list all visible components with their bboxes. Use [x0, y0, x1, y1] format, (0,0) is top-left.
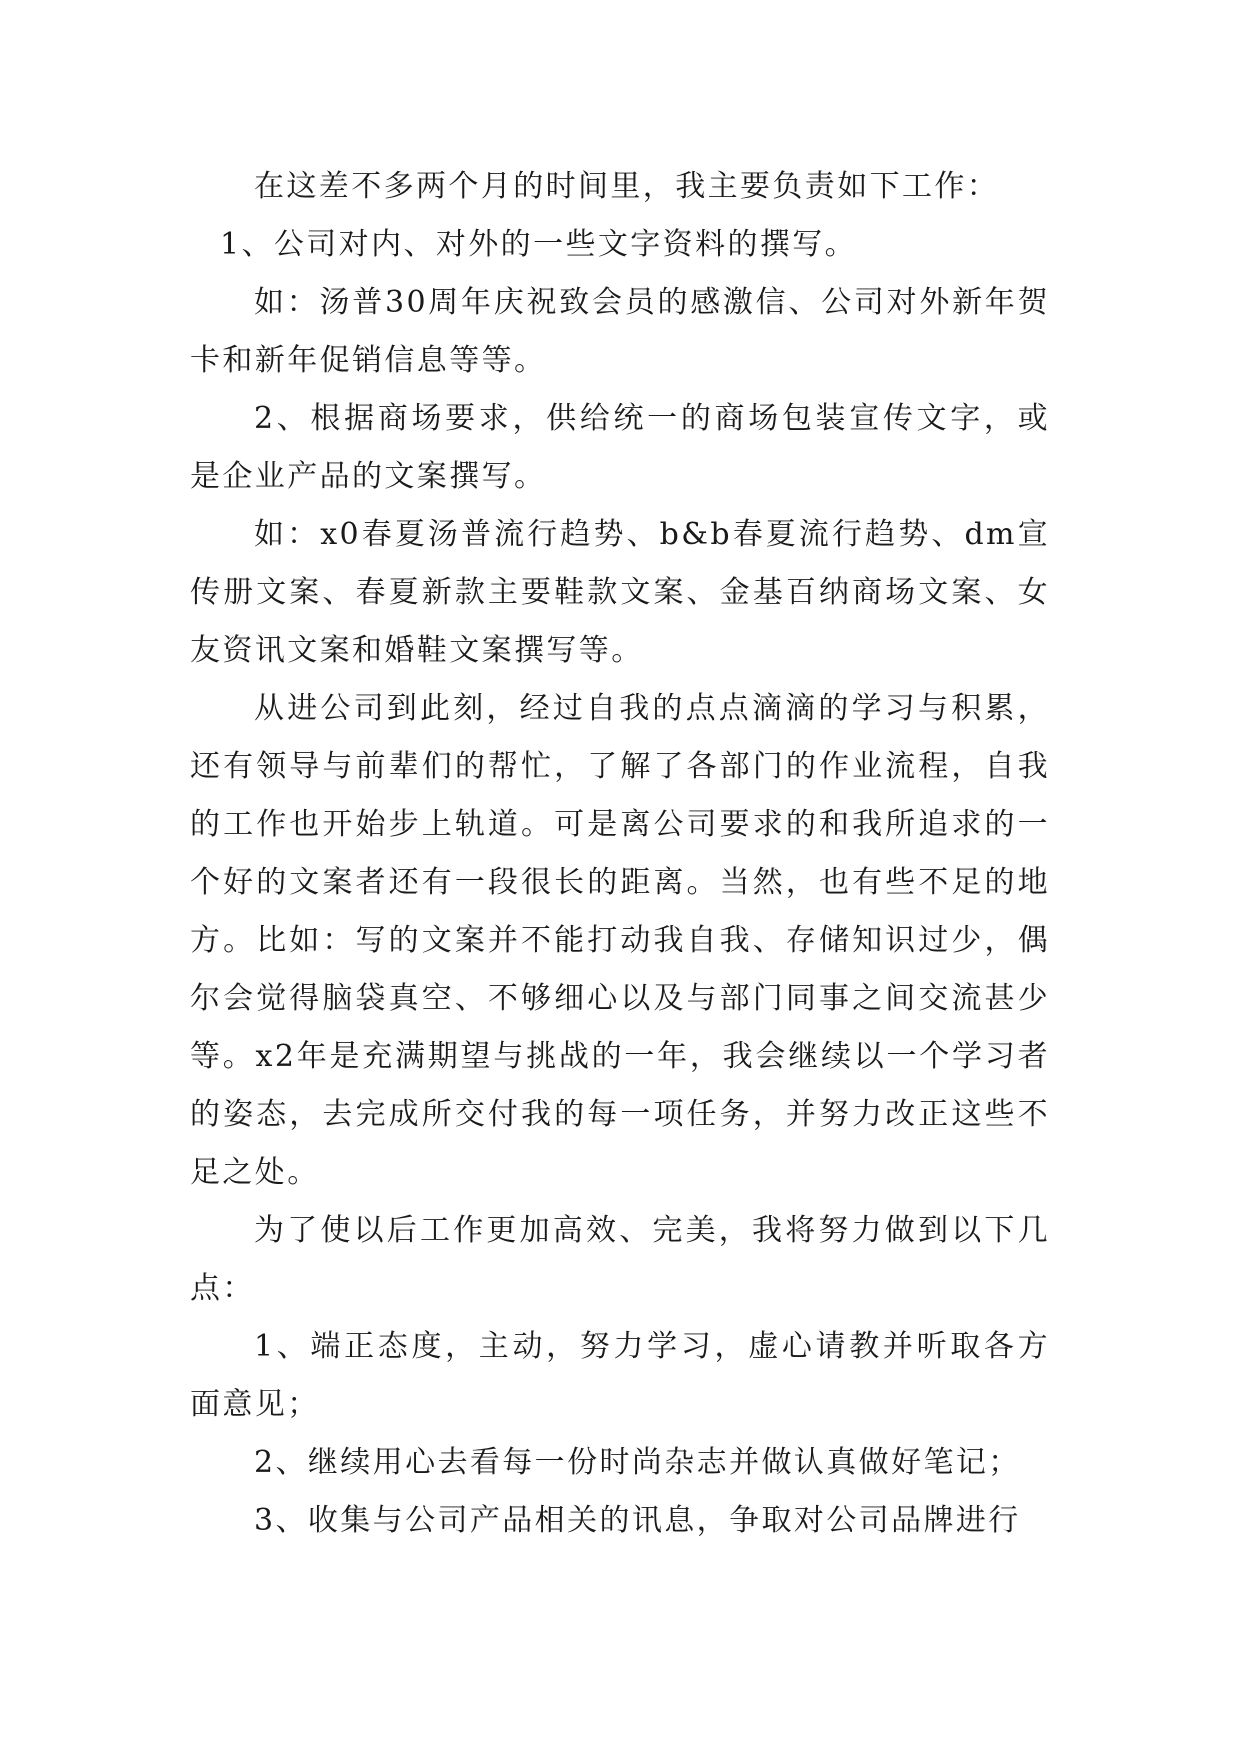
- paragraph-plan-1: 1、端正态度，主动，努力学习，虚心请教并听取各方面意见；: [190, 1329, 1050, 1422]
- paragraph-reflection: 从进公司到此刻，经过自我的点点滴滴的学习与积累，还有领导与前辈们的帮忙，了解了各部门的作业流程，自我的工作也开始步上轨道。可是离公司要求的和我所追求的一个好的文案者还有一段很长的距离。当然，也有些不足的地方。比如：写的文案并不能打动我自我、存储知识过少，偶尔会觉得脑袋真空、不够细心以及与部门同事之间交流甚少等。x2年是充满期望与挑战的一年，我会继续以一个学习者的姿态，去完成所交付我的每一项任务，并努力改正这些不足之处。: [190, 691, 1050, 1190]
- paragraph-example-1: 如：汤普30周年庆祝致会员的感激信、公司对外新年贺卡和新年促销信息等等。: [190, 285, 1050, 378]
- paragraph-item-2: 2、根据商场要求，供给统一的商场包装宣传文字，或是企业产品的文案撰写。: [190, 401, 1050, 494]
- document-body: [190, 158, 1050, 1550]
- paragraph-intro: 在这差不多两个月的时间里，我主要负责如下工作：: [254, 169, 1000, 204]
- paragraph-item-1: 1、公司对内、对外的一些文字资料的撰写。: [220, 227, 858, 262]
- paragraph-plan-3: 3、收集与公司产品相关的讯息，争取对公司品牌进行: [254, 1503, 1021, 1538]
- paragraph-example-2: 如：x0春夏汤普流行趋势、b&b春夏流行趋势、dm宣传册文案、春夏新款主要鞋款文案、金基百纳商场文案、女友资讯文案和婚鞋文案撰写等。: [190, 517, 1050, 668]
- paragraph-plan-intro: 为了使以后工作更加高效、完美，我将努力做到以下几点：: [190, 1213, 1050, 1306]
- paragraph-plan-2: 2、继续用心去看每一份时尚杂志并做认真做好笔记；: [254, 1445, 1021, 1480]
